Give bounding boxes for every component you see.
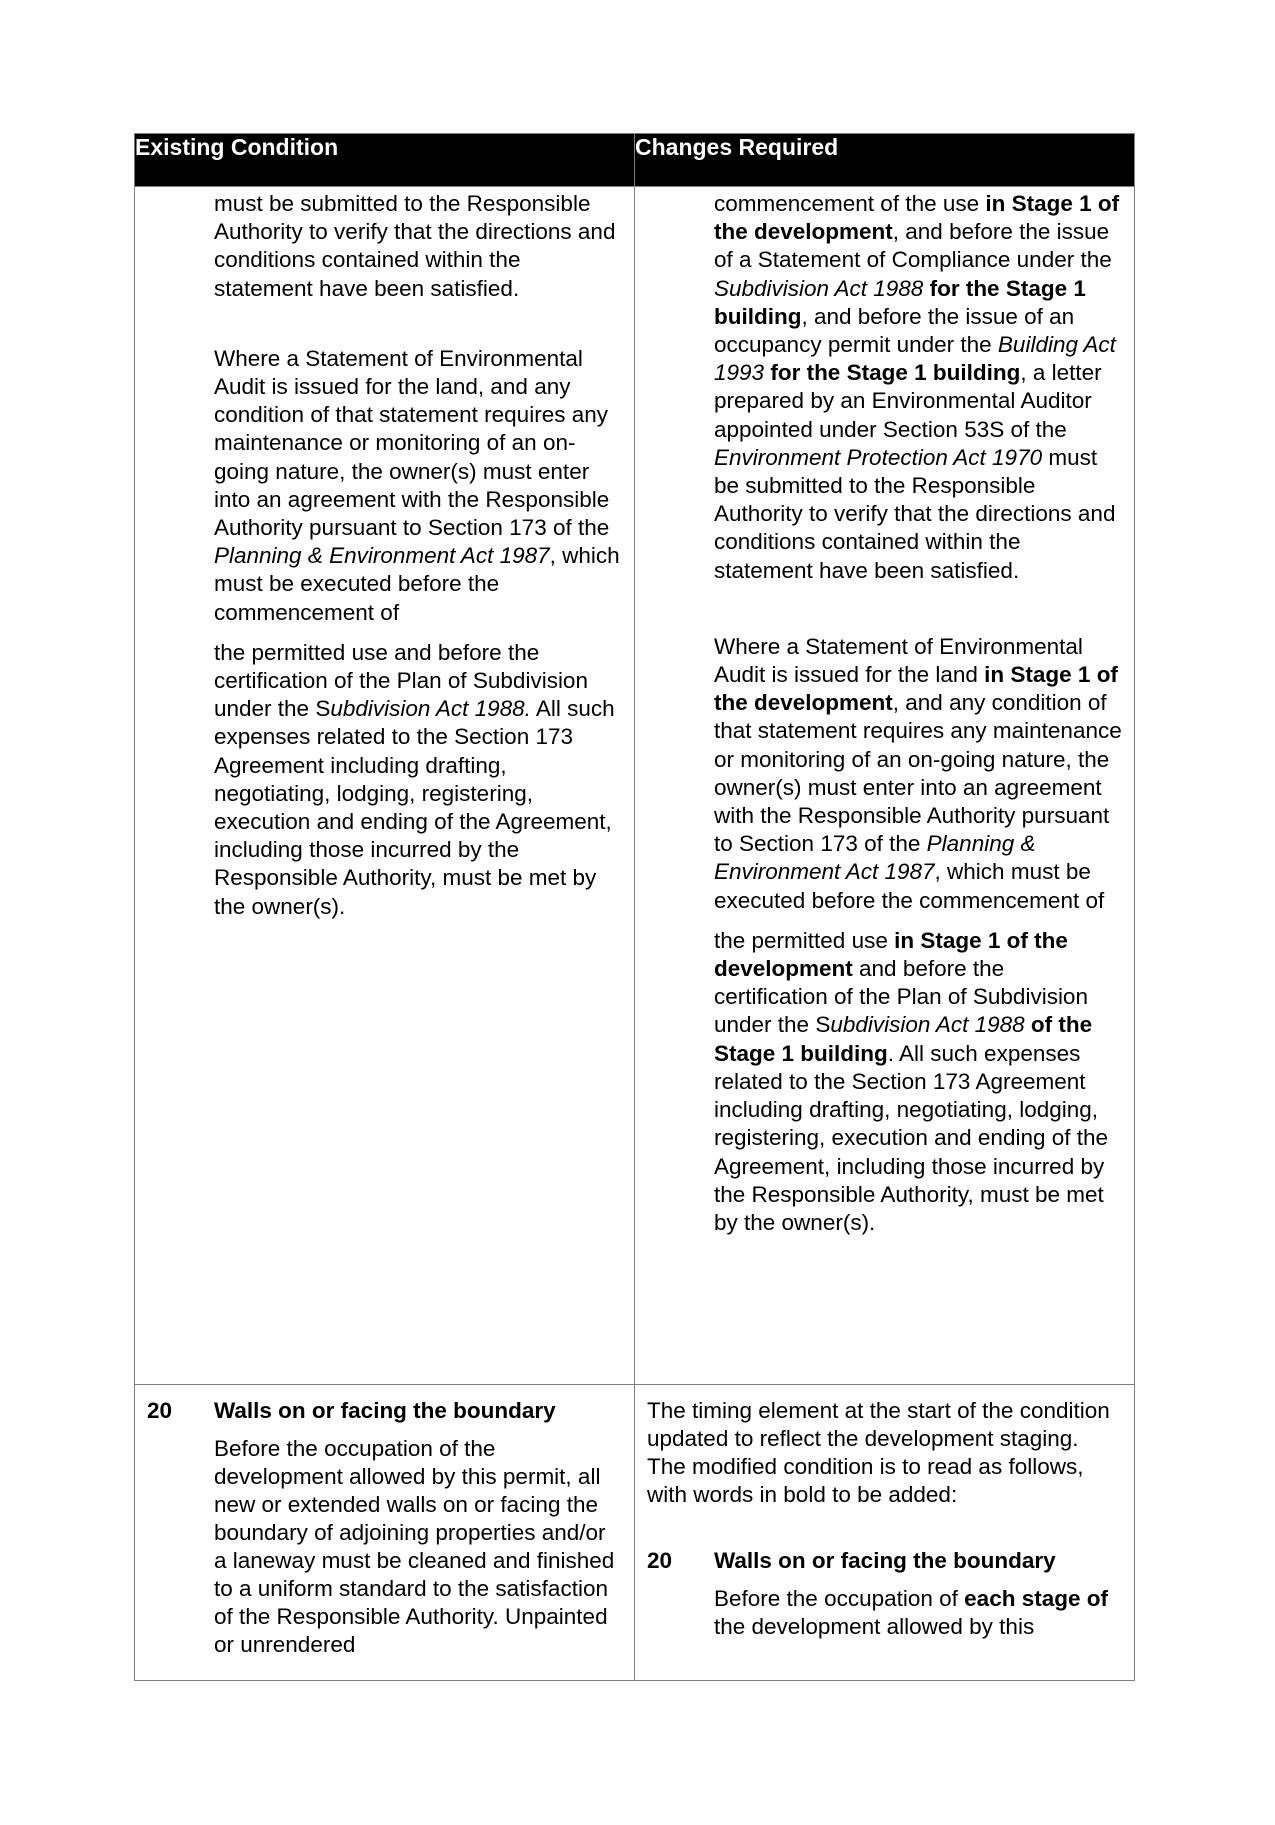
header-existing-condition: Existing Condition (135, 134, 635, 187)
conditions-table (134, 133, 1135, 1681)
condition-number: 20 (147, 1398, 173, 1423)
condition-body: Before the occupation of the development allowed by this permit, all new or extended walls on or facing the boundary of adjoining properties and/or a laneway must be cleaned and finished to a uniform standard to the satisfaction of the Responsible Authority. Unpainted or unrendered (214, 1436, 615, 1657)
condition-heading: Walls on or facing the boundary (714, 1548, 1056, 1573)
table-row (135, 187, 1135, 1385)
document-page (134, 133, 1134, 1681)
existing-condition-cell (135, 1385, 635, 1681)
condition-heading: Walls on or facing the boundary (214, 1398, 556, 1423)
paragraph: the permitted use in Stage 1 of the development and before the certification of the Plan of Subdivision under the Subdivision Act 1988 of the Stage 1 building. All such expenses related to the Section 173 Agreement including drafting, negotiating, lodging, registering, execution and ending of the Agreement, including those incurred by the Responsible Authority, must be met by the owner(s). (714, 927, 1109, 1235)
paragraph: the permitted use and before the certification of the Plan of Subdivision under the Subdivision Act 1988. All such expenses related to the Section 173 Agreement including drafting, negotiating, lodging, registering, execution and ending of the Agreement, including those incurred by the Responsible Authority, must be met by the owner(s). (214, 639, 615, 919)
header-changes-required: Changes Required (635, 134, 1135, 187)
changes-required-cell (635, 187, 1135, 1385)
paragraph: Where a Statement of Environmental Audit is issued for the land in Stage 1 of the development, and any condition of that statement requires any maintenance or monitoring of an on-going nature, the owner(s) must enter into an agreement with the Responsible Authority pursuant to Section 173 of the Planning & Environment Act 1987, which must be executed before the commencement of (714, 633, 1122, 913)
condition-body: Before the occupation of each stage of the development allowed by this (714, 1586, 1108, 1639)
paragraph: must be submitted to the Responsible Authority to verify that the directions and conditions contained within the statement have been satisfied. (214, 191, 616, 301)
condition-number: 20 (647, 1548, 673, 1573)
condition-clause (147, 1397, 622, 1659)
table-row (135, 1385, 1135, 1681)
change-intro: The timing element at the start of the condition updated to reflect the development staging. The modified condition is to read as follows, with words in bold to be added: (647, 1398, 1110, 1507)
table-header-row (135, 134, 1135, 187)
paragraph: Where a Statement of Environmental Audit is issued for the land, and any condition of that statement requires any maintenance or monitoring of an on-going nature, the owner(s) must enter into an agreement with the Responsible Authority pursuant to Section 173 of the Planning & Environment Act 1987, which must be executed before the commencement of (214, 345, 620, 625)
existing-condition-cell (135, 187, 635, 1385)
changes-required-cell (635, 1385, 1135, 1681)
condition-clause (647, 1547, 1122, 1641)
paragraph: commencement of the use in Stage 1 of the development, and before the issue of a Statement of Compliance under the Subdivision Act 1988 for the Stage 1 building, and before the issue of an occupancy permit under the Building Act 1993 for the Stage 1 building, a letter prepared by an Environmental Auditor appointed under Section 53S of the Environment Protection Act 1970 must be submitted to the Responsible Authority to verify that the directions and conditions contained within the statement have been satisfied. (714, 191, 1120, 583)
